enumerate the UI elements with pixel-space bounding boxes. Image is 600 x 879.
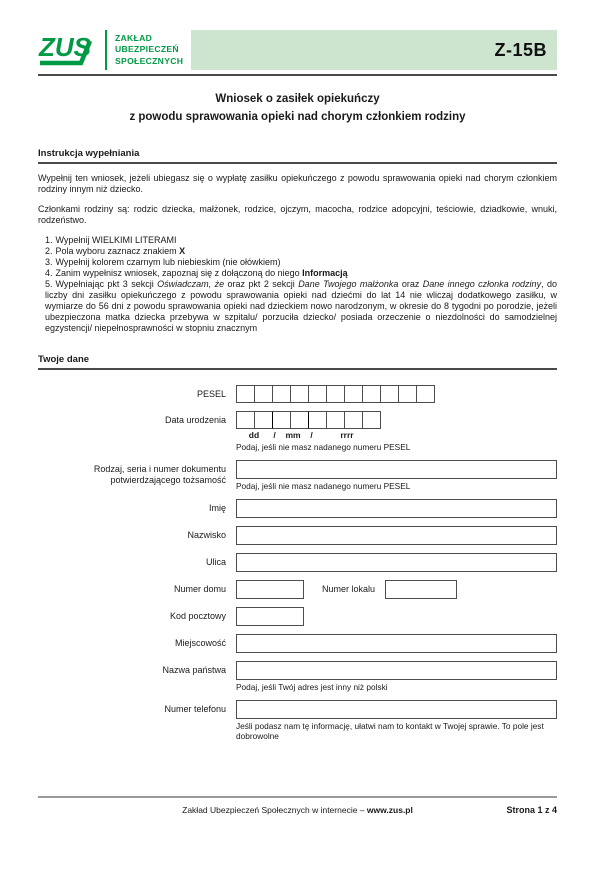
- field-row-street: [38, 553, 557, 572]
- instruction-item-text: Wypełnij WIELKIMI LITERAMI: [55, 235, 177, 245]
- section-heading-your-data: Twoje dane: [38, 354, 557, 370]
- last-name-label: Nazwisko: [187, 530, 226, 540]
- instruction-item-number: 4.: [45, 268, 53, 278]
- birth-date-cell[interactable]: [290, 411, 309, 429]
- last-name-input[interactable]: [236, 526, 557, 545]
- footer-text-prefix: Zakład Ubezpieczeń Społecznych w internecie –: [182, 805, 367, 815]
- birth-date-label: Data urodzenia: [164, 415, 226, 425]
- pesel-cell[interactable]: [308, 385, 327, 403]
- svg-text:ZUS: ZUS: [39, 32, 91, 62]
- house-number-input[interactable]: [236, 580, 304, 599]
- field-row-last-name: [38, 526, 557, 545]
- field-row-pesel: [38, 385, 557, 403]
- format-slash: /: [310, 430, 313, 440]
- pesel-cell[interactable]: [326, 385, 345, 403]
- page-indicator: Strona 1 z 4: [506, 805, 557, 815]
- instruction-item: [45, 279, 557, 334]
- instruction-item-number: 5.: [45, 279, 53, 289]
- pesel-label: PESEL: [196, 389, 226, 399]
- birth-date-format: [236, 430, 380, 440]
- identity-document-hint: Podaj, jeśli nie masz nadanego numeru PESEL: [236, 481, 411, 491]
- footer-website: www.zus.pl: [366, 805, 413, 815]
- section-heading-instructions: Instrukcja wypełniania: [38, 148, 557, 164]
- field-row-birth-date: [38, 411, 557, 452]
- country-hint: Podaj, jeśli Twój adres jest inny niż polski: [236, 682, 388, 692]
- postal-code-input[interactable]: [236, 607, 304, 626]
- phone-label: Numer telefonu: [164, 704, 226, 714]
- zus-logo-group: [38, 30, 183, 70]
- org-name-line: SPOŁECZNYCH: [115, 55, 184, 66]
- format-slash: /: [273, 430, 276, 440]
- form-code-band: [191, 30, 557, 70]
- pesel-cell[interactable]: [362, 385, 381, 403]
- apartment-number-input[interactable]: [385, 580, 457, 599]
- field-row-city: [38, 634, 557, 653]
- field-row-country: [38, 661, 557, 692]
- instructions-paragraph: Członkami rodziny są: rodzic dziecka, małżonek, rodzice, ojczym, macocha, rodzice adopcyjni, teściowie, dziadkowie, wnuki, rodzeństwo.: [38, 204, 557, 225]
- first-name-label: Imię: [208, 503, 226, 513]
- pesel-cell[interactable]: [398, 385, 417, 403]
- city-input[interactable]: [236, 634, 557, 653]
- city-label: Miejscowość: [174, 638, 226, 648]
- instruction-item-number: 2.: [45, 246, 53, 256]
- field-row-first-name: [38, 499, 557, 518]
- field-row-identity-document: [38, 460, 557, 491]
- format-dd: dd: [248, 430, 260, 440]
- format-mm: mm: [285, 430, 301, 440]
- birth-date-boxes[interactable]: [236, 411, 557, 429]
- street-label: Ulica: [205, 557, 226, 567]
- instruction-item-text: Pola wyboru zaznacz znakiem X: [55, 246, 186, 256]
- birth-date-cell[interactable]: [308, 411, 327, 429]
- country-label: Nazwa państwa: [162, 665, 226, 675]
- form-title-line1: Wniosek o zasiłek opiekuńczy: [215, 93, 380, 105]
- footer-text: [38, 805, 557, 815]
- your-data-fields: [38, 385, 557, 741]
- org-name-line: ZAKŁAD: [115, 32, 153, 43]
- pesel-boxes[interactable]: [236, 385, 557, 403]
- postal-code-label: Kod pocztowy: [169, 611, 226, 621]
- birth-date-cell[interactable]: [362, 411, 381, 429]
- instructions-paragraph: Wypełnij ten wniosek, jeżeli ubiegasz się o wypłatę zasiłku opiekuńczego z powodu sprawowania opieki nad chorym członkiem rodziny innym niż dziecko.: [38, 173, 557, 194]
- birth-date-cell[interactable]: [254, 411, 273, 429]
- org-name-line: UBEZPIECZEŃ: [115, 44, 179, 55]
- form-code: Z-15B: [494, 39, 547, 60]
- form-title: [38, 90, 557, 126]
- pesel-cell[interactable]: [416, 385, 435, 403]
- instruction-item-text: Wypełniając pkt 3 sekcji Oświadczam, że oraz pkt 2 sekcji Dane Twojego małżonka oraz Dane innego członka rodziny, do liczby dni zasiłku opiekuńczego z powodu sprawowania opieki nad dziećmi do lat 14 nie wliczaj dodatkowego zasiłku, w wymiarze do 56 dni z powodu sprawowania opieki nad dzieckiem nowo narodzonym, w okresie do 8 tygodni po porodzie, jeżeli ubezpieczona matka dziecka przebywa w szpitalu/ porzuciła dziecko/ posiada orzeczenie o niezdolności do samodzielnej egzystencji/ niepełnosprawności w stopniu znacznym: [45, 279, 558, 333]
- identity-document-input[interactable]: [236, 460, 557, 479]
- pesel-cell[interactable]: [290, 385, 309, 403]
- instruction-item-text: Wypełnij kolorem czarnym lub niebieskim (nie ołówkiem): [55, 257, 281, 267]
- format-rrrr: rrrr: [340, 430, 354, 440]
- phone-input[interactable]: [236, 700, 557, 719]
- pesel-cell[interactable]: [272, 385, 291, 403]
- instruction-item: [45, 235, 557, 246]
- instruction-item: [45, 257, 557, 268]
- org-name: [115, 33, 183, 68]
- first-name-input[interactable]: [236, 499, 557, 518]
- birth-date-cell[interactable]: [236, 411, 255, 429]
- instruction-item: [45, 268, 557, 279]
- birth-date-cell[interactable]: [344, 411, 363, 429]
- field-row-phone: [38, 700, 557, 741]
- birth-date-cell[interactable]: [326, 411, 345, 429]
- zus-logo-icon: [38, 32, 96, 70]
- pesel-cell[interactable]: [236, 385, 255, 403]
- instruction-item-number: 3.: [45, 257, 53, 267]
- country-input[interactable]: [236, 661, 557, 680]
- instruction-item-number: 1.: [45, 235, 53, 245]
- birth-date-hint: Podaj, jeśli nie masz nadanego numeru PESEL: [236, 442, 411, 452]
- birth-date-cell[interactable]: [272, 411, 291, 429]
- field-row-house-apartment: [38, 580, 557, 599]
- house-number-label: Numer domu: [173, 584, 226, 594]
- header-rule: [38, 74, 557, 76]
- instruction-item-text: Zanim wypełnisz wniosek, zapoznaj się z dołączoną do niego Informacją: [55, 268, 348, 278]
- apartment-number-label: Numer lokalu: [322, 584, 376, 594]
- pesel-cell[interactable]: [254, 385, 273, 403]
- page-footer: [38, 796, 557, 815]
- instruction-list: [45, 235, 557, 334]
- pesel-cell[interactable]: [380, 385, 399, 403]
- instruction-item: [45, 246, 557, 257]
- identity-document-label: Rodzaj, seria i numer dokumentu potwierdzającego tożsamość: [93, 464, 226, 485]
- pesel-cell[interactable]: [344, 385, 363, 403]
- form-header: [38, 30, 557, 70]
- phone-hint: Jeśli podasz nam tę informację, ułatwi nam to kontakt w Twojej sprawie. To pole jest dobrowolne: [236, 721, 544, 741]
- form-title-line2: z powodu sprawowania opieki nad chorym członkiem rodziny: [129, 111, 466, 123]
- street-input[interactable]: [236, 553, 557, 572]
- field-row-postal-code: [38, 607, 557, 626]
- logo-divider: [105, 30, 107, 70]
